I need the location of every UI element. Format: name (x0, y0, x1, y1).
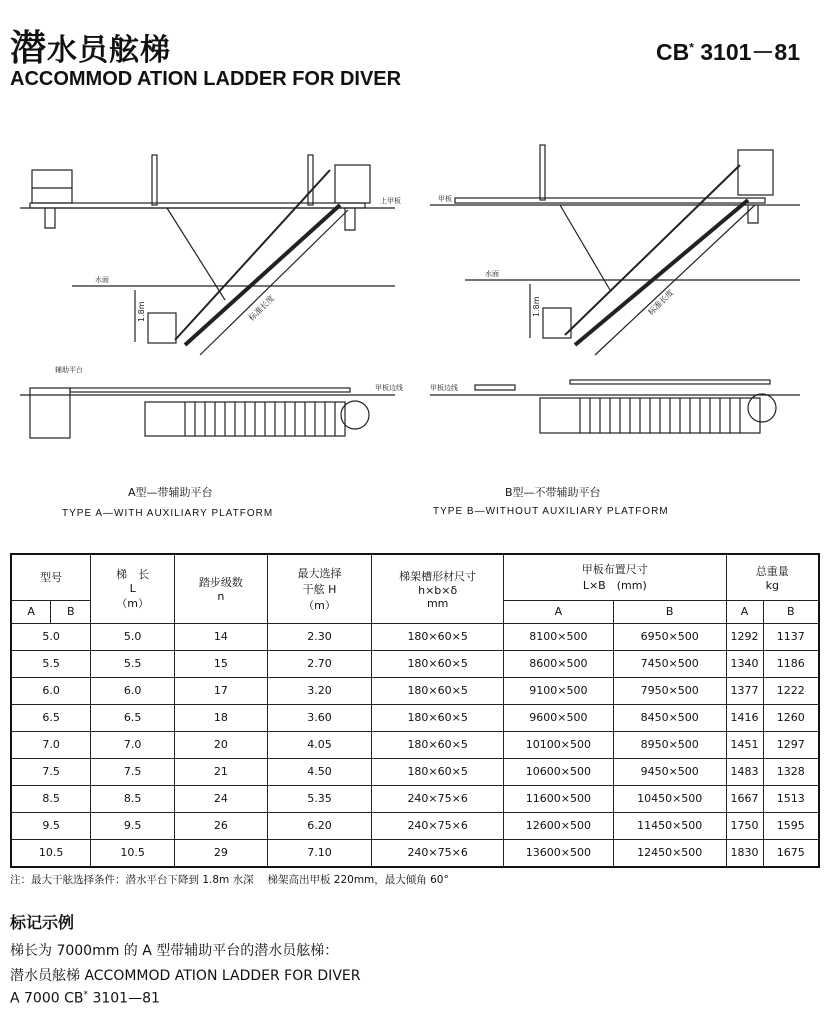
header-weight-a: A (726, 600, 763, 623)
water-label-b: 水面 (485, 270, 499, 278)
table-cell: 8950×500 (613, 731, 726, 758)
table-cell: 7.0 (91, 731, 175, 758)
table-cell: 1340 (726, 650, 763, 677)
table-cell: 3.20 (267, 677, 372, 704)
type-b-elevation (430, 145, 800, 355)
table-cell: 1137 (763, 623, 819, 650)
upper-deck-label: 上甲板 (380, 197, 401, 205)
caption-a-cn: A型—带辅助平台 (128, 486, 213, 499)
table-cell: 3.60 (267, 704, 372, 731)
table-cell: 6.5 (91, 704, 175, 731)
table-cell: 5.5 (91, 650, 175, 677)
length-label-a: 标准长度 (247, 293, 277, 323)
table-cell: 1377 (726, 677, 763, 704)
table-cell: 4.05 (267, 731, 372, 758)
example-title: 标记示例 (10, 913, 75, 932)
table-cell: 1297 (763, 731, 819, 758)
title-rest: 水员舷梯 (47, 33, 172, 68)
deck-label-b: 甲板 (438, 195, 452, 203)
deck-edge-label-a: 甲板边线 (375, 384, 403, 392)
table-cell: 180×60×5 (372, 650, 504, 677)
table-row (11, 677, 819, 704)
table-cell: 11450×500 (613, 812, 726, 839)
table-cell: 1416 (726, 704, 763, 731)
table-cell: 7.10 (267, 839, 372, 867)
table-cell: 1186 (763, 650, 819, 677)
length-label-b: 标准长度 (646, 287, 676, 317)
table-cell: 1260 (763, 704, 819, 731)
caption-b-en: TYPE B—WITHOUT AUXILIARY PLATFORM (433, 506, 669, 517)
table-cell: 9.5 (11, 812, 91, 839)
table-cell: 1483 (726, 758, 763, 785)
table-cell: 14 (175, 623, 268, 650)
table-cell: 5.0 (11, 623, 91, 650)
table-cell: 2.30 (267, 623, 372, 650)
table-cell: 1513 (763, 785, 819, 812)
header-deck: 甲板布置尺寸 L×B (mm) (504, 554, 727, 600)
table-cell: 6.0 (11, 677, 91, 704)
type-a-elevation (20, 155, 401, 355)
table-cell: 5.0 (91, 623, 175, 650)
title-first-char: 潜 (10, 28, 48, 69)
table-cell: 7450×500 (613, 650, 726, 677)
standard-code (656, 34, 800, 67)
table-cell: 8.5 (91, 785, 175, 812)
table-cell: 180×60×5 (372, 677, 504, 704)
table-cell: 13600×500 (504, 839, 614, 867)
table-row (11, 704, 819, 731)
table-row (11, 650, 819, 677)
header-weight: 总重量 kg (726, 554, 819, 600)
header-steps: 踏步级数 n (175, 554, 268, 623)
table-cell: 1675 (763, 839, 819, 867)
table-cell: 10450×500 (613, 785, 726, 812)
title-cn (10, 20, 171, 71)
table-row (11, 623, 819, 650)
table-cell: 240×75×6 (372, 785, 504, 812)
table-row (11, 758, 819, 785)
table-cell: 5.35 (267, 785, 372, 812)
type-b-plan (430, 380, 800, 433)
table-cell: 1750 (726, 812, 763, 839)
example-line-1: 梯长为 7000mm 的 A 型带辅助平台的潜水员舷梯： (10, 943, 339, 959)
header-freeboard: 最大选择 干舷 H （m） (267, 554, 372, 623)
table-row (11, 839, 819, 867)
depth-label-a: 1.8m (137, 301, 146, 322)
table-cell: 24 (175, 785, 268, 812)
caption-a-en: TYPE A—WITH AUXILIARY PLATFORM (62, 508, 274, 519)
table-cell: 10600×500 (504, 758, 614, 785)
table-cell: 180×60×5 (372, 731, 504, 758)
table-cell: 7.5 (91, 758, 175, 785)
table-cell: 4.50 (267, 758, 372, 785)
table-cell: 1451 (726, 731, 763, 758)
table-row (11, 812, 819, 839)
header-channel: 梯架槽形材尺寸 h×b×δ mm (372, 554, 504, 623)
header-length: 梯 长 L （m） (91, 554, 175, 623)
table-cell: 15 (175, 650, 268, 677)
table-cell: 1595 (763, 812, 819, 839)
header-weight-b: B (763, 600, 819, 623)
table-cell: 2.70 (267, 650, 372, 677)
example-line-3: A 7000 CB* 3101—81 (10, 990, 160, 1007)
table-cell: 18 (175, 704, 268, 731)
table-cell: 8450×500 (613, 704, 726, 731)
water-label-a: 水面 (95, 276, 109, 284)
table-cell: 7.0 (11, 731, 91, 758)
table-cell: 20 (175, 731, 268, 758)
header-deck-b: B (613, 600, 726, 623)
header-deck-a: A (504, 600, 614, 623)
table-cell: 10100×500 (504, 731, 614, 758)
table-cell: 1222 (763, 677, 819, 704)
deck-edge-label-b: 甲板边线 (430, 384, 458, 392)
example-line-2: 潜水员舷梯 ACCOMMOD ATION LADDER FOR DIVER (10, 968, 361, 984)
table-cell: 180×60×5 (372, 623, 504, 650)
code-number: 3101－81 (700, 39, 800, 65)
table-cell: 8100×500 (504, 623, 614, 650)
table-cell: 6.0 (91, 677, 175, 704)
table-cell: 29 (175, 839, 268, 867)
table-cell: 9450×500 (613, 758, 726, 785)
table-cell: 240×75×6 (372, 812, 504, 839)
table-cell: 1667 (726, 785, 763, 812)
depth-label-b: 1.8m (532, 296, 541, 317)
table-cell: 21 (175, 758, 268, 785)
table-note: 注：最大干舷选择条件：潜水平台下降到 1.8m 水深 梯架高出甲板 220mm，最大倾角 60° (10, 874, 449, 886)
table-cell: 7950×500 (613, 677, 726, 704)
table-cell: 1328 (763, 758, 819, 785)
table-cell: 10.5 (91, 839, 175, 867)
table-cell: 12450×500 (613, 839, 726, 867)
table-cell: 8600×500 (504, 650, 614, 677)
header-model-b: B (51, 600, 91, 623)
table-cell: 7.5 (11, 758, 91, 785)
caption-b-cn: B型—不带辅助平台 (505, 486, 601, 499)
title-en: ACCOMMOD ATION LADDER FOR DIVER (10, 68, 402, 90)
table-row (11, 731, 819, 758)
table-cell: 12600×500 (504, 812, 614, 839)
type-a-plan (20, 365, 403, 438)
table-cell: 17 (175, 677, 268, 704)
table-cell: 180×60×5 (372, 704, 504, 731)
table-cell: 6.20 (267, 812, 372, 839)
table-cell: 240×75×6 (372, 839, 504, 867)
code-sup: * (689, 40, 694, 55)
table-cell: 1830 (726, 839, 763, 867)
table-cell: 10.5 (11, 839, 91, 867)
table-cell: 9600×500 (504, 704, 614, 731)
table-cell: 5.5 (11, 650, 91, 677)
spec-table (10, 553, 820, 868)
table-cell: 9100×500 (504, 677, 614, 704)
table-cell: 6.5 (11, 704, 91, 731)
table-cell: 180×60×5 (372, 758, 504, 785)
table-cell: 11600×500 (504, 785, 614, 812)
table-row (11, 785, 819, 812)
table-cell: 8.5 (11, 785, 91, 812)
ladder-drawings (0, 140, 830, 440)
table-cell: 26 (175, 812, 268, 839)
table-cell: 9.5 (91, 812, 175, 839)
header-model-a: A (11, 600, 51, 623)
code-prefix: CB (655, 39, 690, 65)
table-cell: 1292 (726, 623, 763, 650)
header-model: 型号 (11, 554, 91, 600)
table-cell: 6950×500 (613, 623, 726, 650)
aux-platform-label: 辅助平台 (55, 366, 83, 374)
